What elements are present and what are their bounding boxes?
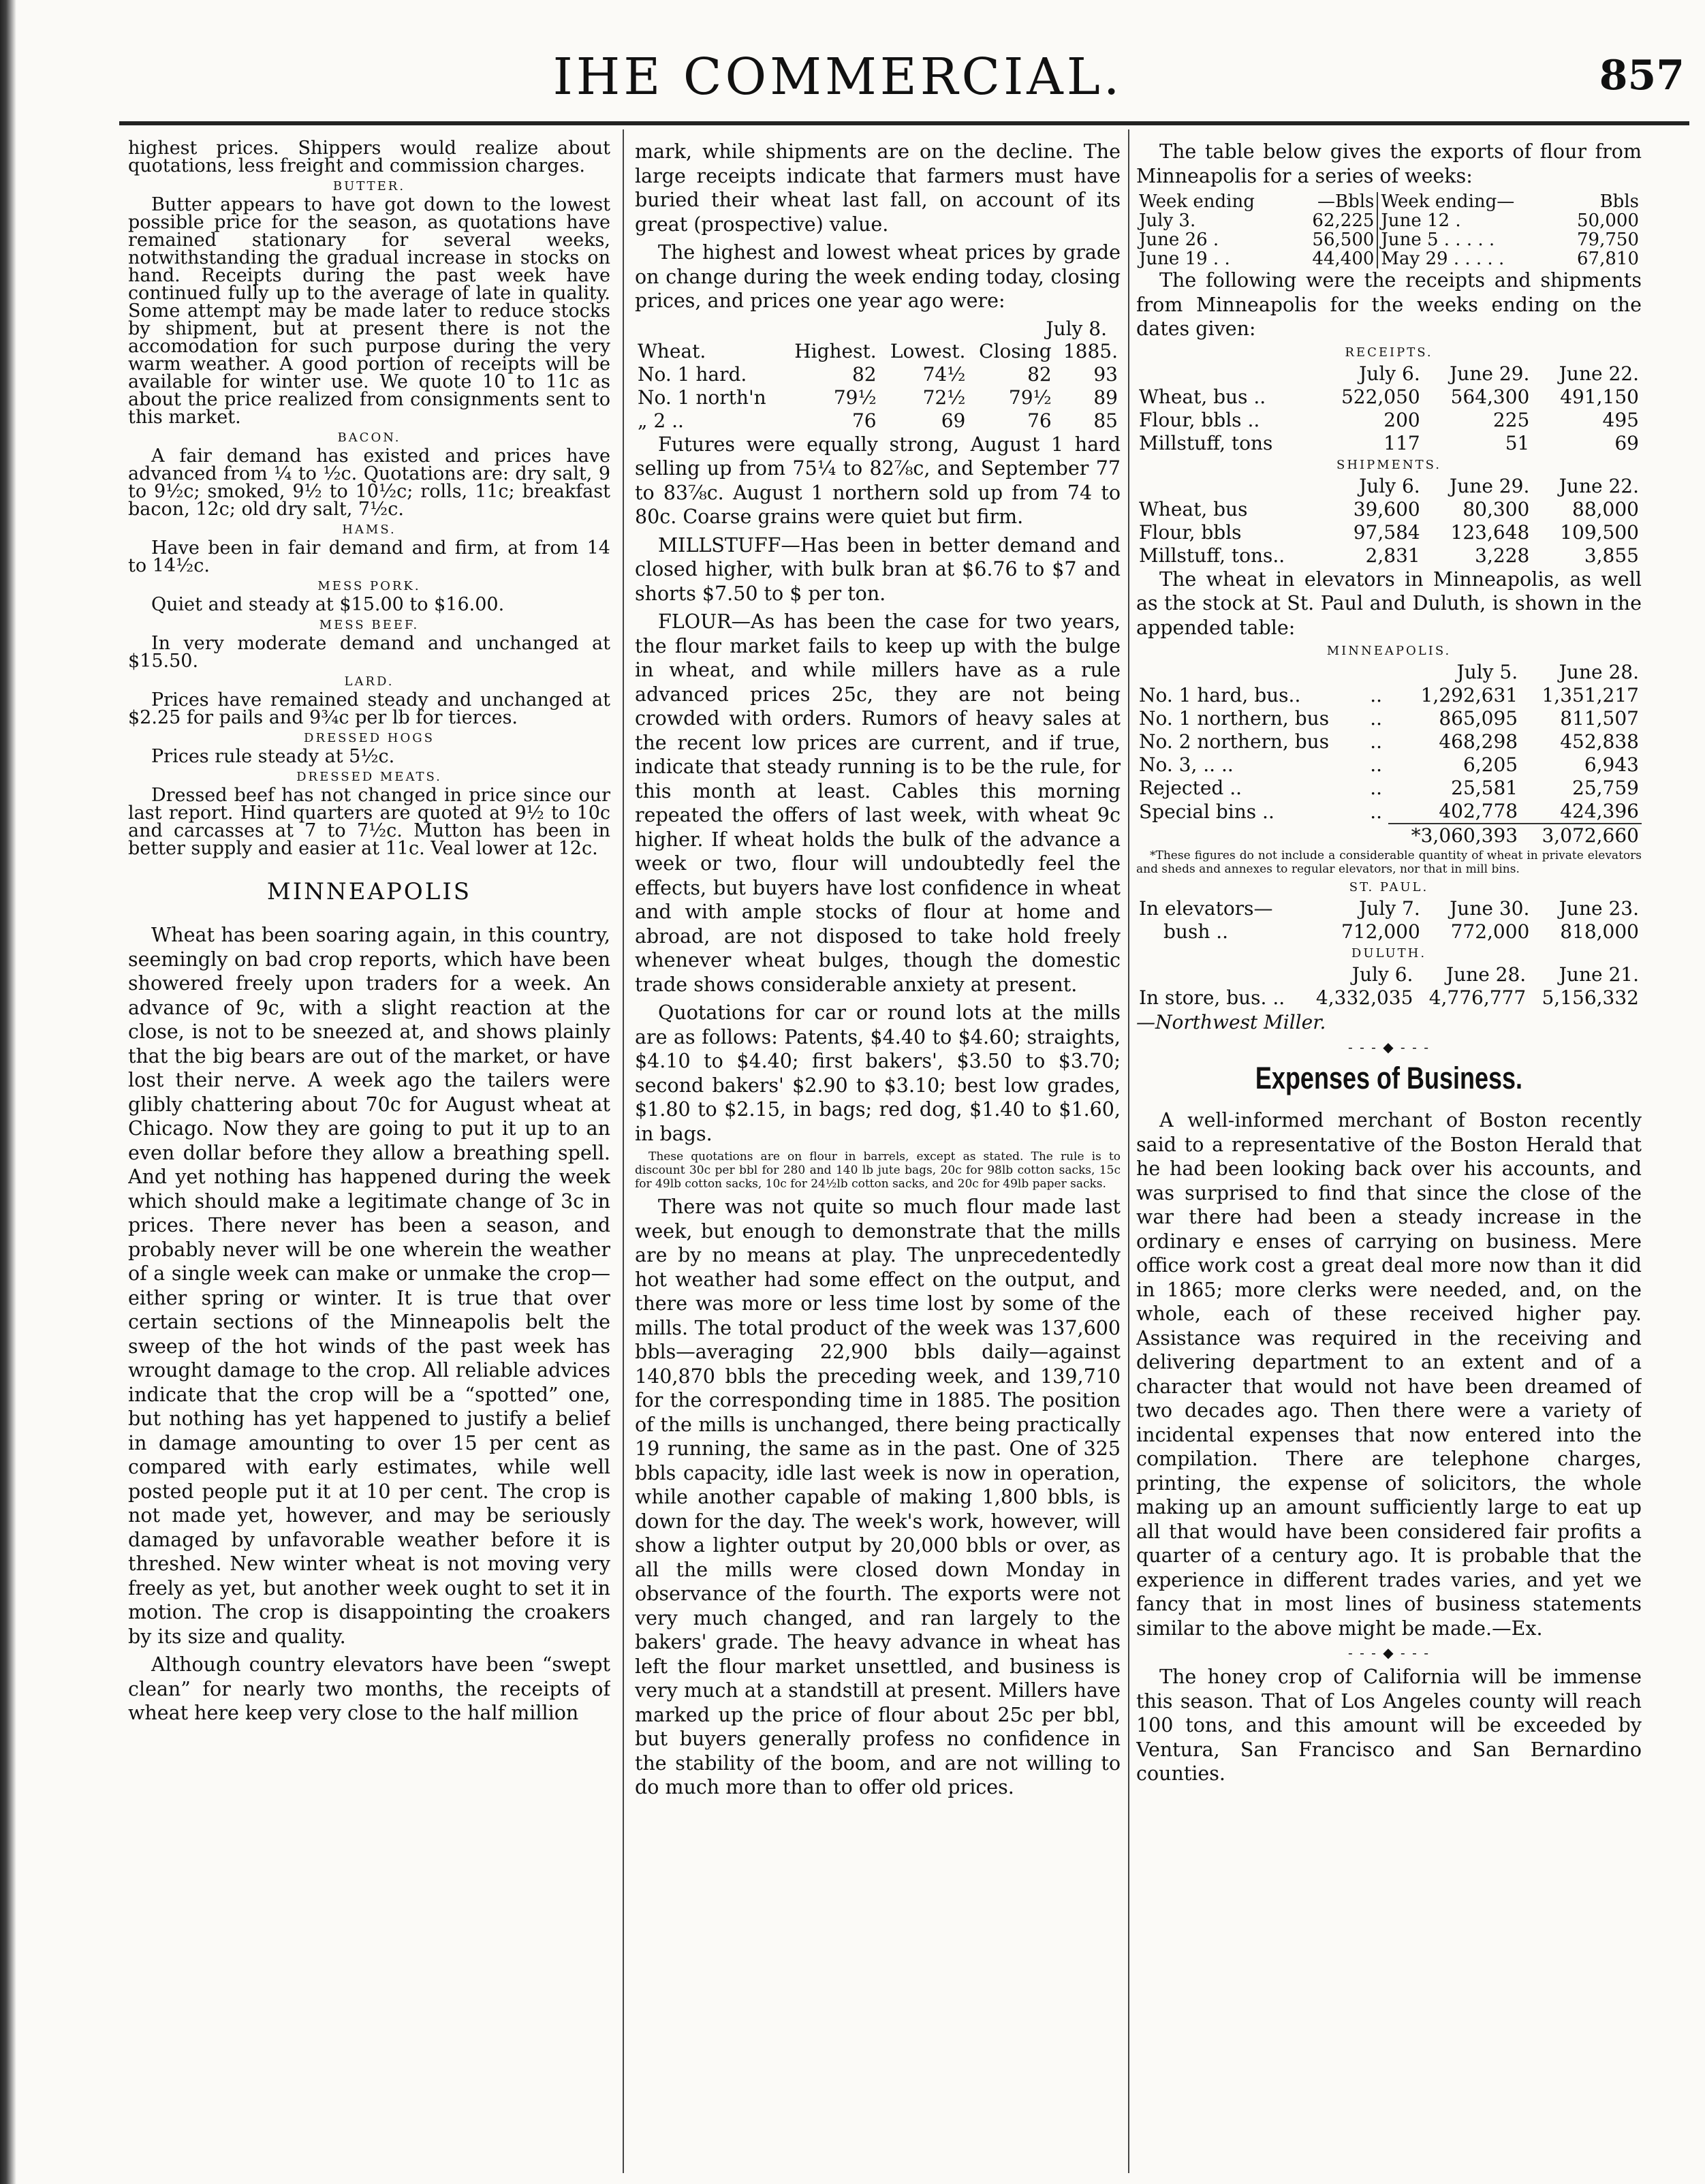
table-cell: June 5 . . . . . — [1377, 230, 1555, 249]
table-cell: .. — [1370, 684, 1383, 706]
paragraph: mark, while shipments are on the decline. The large receipts indicate that farmers must have buried their wheat last fall, on account of its great (prospective) value. — [635, 140, 1121, 236]
table-cell: *3,060,393 — [1388, 824, 1520, 847]
table-cell: June 29. — [1450, 362, 1530, 385]
table-cell: 85 — [1093, 409, 1118, 432]
table-cell: May 29 . . . . . — [1377, 249, 1555, 268]
table-cell: June 22. — [1559, 362, 1639, 385]
section-heading: DRESSED HOGS — [304, 731, 435, 745]
paragraph: The table below gives the exports of flour from Minneapolis for a series of weeks: — [1136, 140, 1642, 187]
paragraph: The honey crop of California will be immense this season. That of Los Angeles county will reach 100 tons, and this amount will be exceeded by Ventura, San Francisco and San Bernardino counties. — [1136, 1666, 1642, 1785]
table-cell: 865,095 — [1439, 707, 1518, 730]
table-cell: In elevators— — [1139, 897, 1273, 920]
table-cell: No. 2 northern, bus — [1139, 730, 1330, 753]
table-cell: 74½ — [922, 362, 966, 386]
table-cell: 80,300 — [1462, 497, 1530, 520]
table-total-row — [1136, 824, 1642, 847]
table-cell: In store, bus. .. — [1139, 986, 1285, 1009]
column-divider — [1128, 129, 1129, 2173]
table-cell: Millstuff, tons.. — [1139, 544, 1285, 567]
paragraph: The wheat in elevators in Minneapolis, as well as the stock at St. Paul and Duluth, is shown in the appended table: — [1136, 567, 1642, 639]
table-cell — [1367, 661, 1388, 684]
paragraph: The following were the receipts and shipments from Minneapolis for the weeks ending on the dates given: — [1136, 269, 1642, 340]
table-cell: 491,150 — [1560, 385, 1639, 408]
paragraph: There was not quite so much flour made last week, but enough to demonstrate that the mills are by no means at play. The unprecedentedly hot weather had some effect on the output, and there was more or less time lost by some of the mills. The total product of the week was 137,600 bbls—averaging 22,900 bbls daily—against 140,870 bbls the preceding week, and 139,710 for the corresponding time in 1885. The position of the mills is unchanged, there being practically 19 running, the same as in the past. One of 325 bbls capacity, idle last week is now in operation, while another capable of making 1,800 bbls, is down for the day. The week's work, however, will show a lighter output by 20,000 bbls or over, as all the mills were closed down Monday in observance of the fourth. The exports were not very much changed, and ran largely to the bakers' grade. The heavy advance in wheat has left the flour market unsettled, and business is very much at a standstill at present. Millers have marked up the price of flour about 25c per bbl, but buyers generally profess no confidence in the stability of the boom, and are not willing to do much more than to offer old prices. — [635, 1196, 1121, 1798]
section-heading: HAMS. — [342, 522, 396, 537]
table-cell: 76 — [1027, 409, 1052, 432]
table-cell: Week ending — [1139, 191, 1255, 212]
table-cell: 109,500 — [1560, 520, 1639, 544]
column-divider — [623, 129, 624, 2173]
table-cell: 79,750 — [1577, 230, 1639, 250]
table-cell: .. — [1370, 753, 1383, 776]
table-cell: June 26 . — [1139, 230, 1219, 250]
column-3 — [1136, 140, 1642, 2177]
shipments-table — [1136, 475, 1642, 567]
table-heading: MINNEAPOLIS. — [1326, 644, 1452, 658]
table-cell: 772,000 — [1450, 920, 1530, 943]
separator: - - - ◆ - - - — [1347, 1644, 1430, 1661]
table-cell: „ 2 .. — [638, 409, 684, 432]
table-cell: 79½ — [1008, 386, 1052, 409]
table-cell — [1136, 661, 1367, 684]
table-cell — [1136, 824, 1367, 847]
table-cell — [1136, 362, 1315, 386]
paragraph: Quiet and steady at $15.00 to $16.00. — [151, 594, 505, 615]
table-cell: .. — [1370, 800, 1383, 823]
table-cell — [1136, 475, 1330, 498]
footnote: *These figures do not include a considerable quantity of wheat in private elevators and sheds and annexes to regular elevators, nor that in mill bins. — [1136, 849, 1642, 876]
article-heading: MINNEAPOLIS — [266, 878, 472, 905]
table-cell: 51 — [1505, 431, 1530, 454]
source-credit: —Northwest Miller. — [1136, 1011, 1326, 1033]
table-cell: 67,810 — [1577, 249, 1639, 269]
duluth-table — [1136, 963, 1642, 1010]
table-cell: 1,351,217 — [1542, 684, 1639, 706]
table-row — [1136, 963, 1642, 986]
table-cell: 564,300 — [1450, 385, 1530, 408]
table-row — [635, 386, 1121, 409]
table-cell: 2,831 — [1365, 544, 1420, 567]
table-cell: 117 — [1383, 431, 1420, 454]
table-cell: Bbls — [1599, 191, 1639, 212]
table-cell: 468,298 — [1439, 730, 1518, 753]
paragraph: Futures were equally strong, August 1 hard selling up from 75¼ to 82⅞c, and September 77 to 83⅞c. August 1 northern sold up from 74 to 80c. Coarse grains were quiet but firm. — [635, 433, 1121, 528]
paragraph: The highest and lowest wheat prices by grade on change during the week ending today, closing prices, and prices one year ago were: — [635, 241, 1121, 312]
table-cell — [1136, 963, 1303, 986]
table-header-row — [1136, 475, 1642, 498]
table-cell: July 6. — [1359, 474, 1420, 497]
table-row — [1136, 707, 1642, 730]
table-cell: 82 — [851, 362, 877, 386]
table-cell: 3,072,660 — [1520, 824, 1642, 847]
table-row — [1136, 249, 1642, 268]
table-row — [1136, 986, 1642, 1010]
table-cell: Rejected .. — [1139, 777, 1242, 799]
table-heading: DULUTH. — [1351, 946, 1427, 961]
article-heading: Expenses of Business. — [1255, 1061, 1523, 1095]
table-cell: June 28. — [1559, 661, 1639, 683]
table-cell: No. 3, .. .. — [1139, 753, 1234, 776]
table-row — [1136, 897, 1642, 920]
wheat-price-table — [635, 340, 1121, 433]
table-cell: 39,600 — [1353, 497, 1420, 520]
table-cell: June 12 . — [1377, 211, 1555, 230]
paragraph: MILLSTUFF—Has been in better demand and closed higher, with bulk bran at $6.76 to $7 and shorts $7.50 to $ per ton. — [635, 533, 1121, 605]
table-row — [1136, 432, 1642, 455]
binding-edge — [0, 0, 16, 2184]
table-cell: June 19 . . — [1139, 249, 1230, 269]
paragraph: Quotations for car or round lots at the mills are as follows: Patents, $4.40 to $4.60; straights, $4.10 to $4.40; first bakers', $3.50 to $3.70; second bakers' $2.90 to $3.10; best low grades, $1.80 to $2.15, in bags; red dog, $1.40 to $1.60, in bags. — [635, 1001, 1121, 1145]
table-cell: 44,400 — [1312, 249, 1375, 269]
table-cell: July 7. — [1359, 897, 1420, 920]
table-cell: Wheat, bus — [1139, 497, 1248, 520]
masthead-title: IHE COMMERCIAL. — [552, 48, 1123, 106]
table-cell: July 5. — [1456, 661, 1518, 683]
table-heading: RECEIPTS. — [1345, 345, 1433, 360]
table-cell: .. — [1370, 707, 1383, 730]
section-heading: DRESSED MEATS. — [296, 770, 442, 784]
table-cell: 1,292,631 — [1420, 684, 1518, 706]
table-cell: No. 1 hard. — [638, 362, 747, 386]
table-cell: June 23. — [1559, 897, 1639, 920]
paragraph: highest prices. Shippers would realize about quotations, less freight and commission charges. — [128, 140, 610, 176]
table-row — [1136, 730, 1642, 753]
table-cell: 522,050 — [1341, 385, 1420, 408]
table-cell: June 21. — [1559, 963, 1639, 986]
section-heading: MESS PORK. — [317, 579, 421, 593]
paragraph: Have been in fair demand and firm, at from 14 to 14½c. — [128, 537, 610, 576]
table-header-row — [1136, 661, 1642, 684]
header-rule — [119, 121, 1689, 125]
table-cell: 3,855 — [1584, 544, 1639, 567]
table-cell: Special bins .. — [1139, 800, 1274, 823]
section-heading: BUTTER. — [332, 179, 406, 193]
table-cell: Wheat, bus .. — [1139, 385, 1266, 408]
table-cell: 495 — [1602, 408, 1639, 431]
table-row — [1136, 498, 1642, 521]
table-cell: .. — [1370, 777, 1383, 799]
table-row — [1136, 521, 1642, 544]
section-heading: MESS BEEF. — [319, 618, 420, 632]
paragraph: FLOUR—As has been the case for two years, the flour market fails to keep up with the bulge in wheat, and while millers have as a rule advanced prices 25c, they are not being crowded with orders. Rumors of heavy sales at the recent low prices are current, and if true, indicate that steady running is to be the rule, for this month at least. Cables this morning repeated the offers of last week, with wheat 9c higher. If wheat holds the bulk of the advance a week or two, flour will undoubtedly feel the effects, but buyers have lost confidence in wheat and with ample stocks of flour at home and abroad, are not disposed to take hold freely whenever wheat bulges, though the domestic trade shows considerable anxiety at present. — [635, 610, 1121, 996]
paragraph: Although country elevators have been “swept clean” for nearly two months, the receipts of wheat here keep very close to the half million — [128, 1653, 610, 1724]
footnote: These quotations are on flour in barrels, except as stated. The rule is to discount 30c per bbl for 280 and 140 lb jute bags, 20c for 98lb cotton sacks, 15c for 49lb cotton sacks, 10c for 24½lb cotton sacks, and 20c for 49lb paper sacks. — [635, 1150, 1121, 1191]
table-cell: Closing — [979, 339, 1052, 362]
table-cell: 88,000 — [1572, 497, 1639, 520]
table-cell: —Bbls — [1317, 191, 1375, 212]
table-cell: 76 — [851, 409, 877, 432]
table-heading: ST. PAUL. — [1349, 880, 1429, 894]
paragraph: Butter appears to have got down to the lowest possible price for the season, as quotations have remained stationary for several weeks, notwithstanding the gradual increase in stocks on hand. Receipts during the past week have continued fully up to the average of late in quality. Some attempt may be made later to reduce stocks by shipment, but at present there is not the accomodation for such purpose during the very warm weather. A good portion of receipts will be available for winter use. We quote 10 to 11c as about the price realized from consignments sent to this market. — [128, 194, 610, 428]
table-row — [1136, 409, 1642, 432]
table-cell: 123,648 — [1450, 520, 1530, 544]
table-cell: 225 — [1492, 408, 1530, 431]
table-cell: No. 1 hard, bus.. — [1139, 684, 1301, 706]
minneapolis-elevator-table — [1136, 661, 1642, 847]
table-row — [1136, 920, 1642, 943]
table-row — [635, 409, 1121, 433]
table-cell: 6,943 — [1584, 753, 1639, 776]
table-cell: 82 — [1027, 362, 1052, 386]
flour-exports-table — [1136, 192, 1642, 268]
paragraph: In very moderate demand and unchanged at $15.50. — [128, 633, 610, 672]
table-cell: 4,776,777 — [1428, 986, 1527, 1009]
table-cell: June 29. — [1450, 474, 1530, 497]
table-cell: June 28. — [1445, 963, 1527, 986]
table-row — [1136, 777, 1642, 800]
table-row — [635, 363, 1121, 386]
table-cell: 25,581 — [1451, 777, 1518, 799]
paragraph: A fair demand has existed and prices have advanced from ¼ to ½c. Quotations are: dry salt, 9 to 9½c; smoked, 9½ to 10½c; rolls, 11c; breakfast bacon, 12c; old dry salt, 7½c. — [128, 446, 610, 520]
table-cell: 4,332,035 — [1315, 986, 1413, 1009]
table-cell: Highest. — [794, 339, 877, 362]
table-cell: 56,500 — [1312, 230, 1375, 250]
receipts-table — [1136, 362, 1642, 455]
paragraph: Wheat has been soaring again, in this country, seemingly on bad crop reports, which have been showered freely upon traders for a week. An advance of 9c, with a slight reaction at the close, is not to be sneezed at, and shows plainly that the big bears are out of the market, or have lost their nerve. A week ago the tailers were glibly chattering about 70c for August wheat at Chicago. Now they are going to put it up to an even dollar before they allow a breathing spell. And yet nothing has happened during the week which should make a legitimate change of 3c in prices. There never has been a season, and probably never will be one wherein the weather of a single week can make or unmake the crop—either spring or winter. It is true that over certain sections of the Minneapolis belt the sweep of the hot winds of the past week has wrought damage to the crop. All reliable advices indicate that the crop will be a “spotted” one, but nothing has yet happened to justify a belief in damage amounting to over 15 per cent as compared with early estimates, while well posted people put it at 10 per cent. The crop is not made yet, however, and may be seriously damaged by unfavorable weather before it is threshed. New winter wheat is not moving very freely as yet, but another week ought to set it in motion. The crop is disappointing the croakers by its size and quality. — [128, 924, 610, 1648]
table-header-row — [1136, 192, 1642, 211]
table-row — [1136, 753, 1642, 777]
table-cell: Week ending— — [1377, 192, 1555, 211]
paragraph: A well-informed merchant of Boston recently said to a representative of the Boston Herald that he had been looking back over his accounts, and was surprised to find that since the close of the war there had been a steady increase in the ordinary e enses of carrying on business. Mere office work cost a great deal more now than it did in 1865; more clerks were needed, and, on the whole, each of these received higher pay. Assistance was required in the receiving and delivering department to an extent and of a character that would not have been dreamed of two decades ago. Then there were a variety of incidental expenses that now entered into the compilation. There are telephone charges, printing, the expense of solicitors, the whole making up an amount sufficiently large to eat up all that would have been considered fair profits a quarter of a century ago. It is probable that the experience in different trades varies, and yet we fancy that in most lines of business statements similar to the above might be made.—Ex. — [1136, 1109, 1642, 1640]
table-row — [1136, 230, 1642, 249]
separator: - - - ◆ - - - — [1347, 1039, 1430, 1055]
table-header-row — [1136, 362, 1642, 386]
table-row — [1136, 800, 1642, 824]
paragraph: Dressed beef has not changed in price since our last report. Hind quarters are quoted at 9½ to 10c and carcasses at 7 to 7½c. Mutton has been in better supply and easier at 11c. Veal lower at 12c. — [128, 785, 610, 859]
table-cell: .. — [1370, 730, 1383, 753]
table-cell: 818,000 — [1560, 920, 1639, 943]
table-cell: July 3. — [1139, 210, 1196, 231]
page-number: 857 — [1599, 52, 1685, 99]
table-cell: July 6. — [1359, 362, 1420, 385]
section-heading: LARD. — [344, 674, 394, 689]
table-cell: 25,759 — [1572, 777, 1639, 799]
table-cell: 50,000 — [1577, 210, 1639, 231]
table-cell: 1885. — [1063, 339, 1118, 362]
table-cell: bush .. — [1163, 920, 1229, 943]
table-cell: No. 1 northern, bus — [1139, 707, 1330, 730]
paragraph: Prices rule steady at 5½c. — [151, 746, 395, 767]
table-cell: 69 — [1614, 431, 1639, 454]
table-cell: June 22. — [1559, 474, 1639, 497]
table-cell: 72½ — [922, 386, 966, 409]
table-cell: Flour, bbls .. — [1139, 408, 1260, 431]
table-cell: 69 — [941, 409, 966, 432]
table-cell: 3,228 — [1475, 544, 1530, 567]
table-cell: 97,584 — [1353, 520, 1420, 544]
table-row — [1136, 684, 1642, 707]
table-cell — [1367, 824, 1388, 847]
table-cell: 712,000 — [1341, 920, 1420, 943]
table-row — [1136, 544, 1642, 567]
column-1 — [128, 140, 610, 2177]
table-cell: 62,225 — [1312, 210, 1375, 231]
table-cell: 424,396 — [1560, 800, 1639, 822]
price-table-date: July 8. — [1046, 317, 1107, 340]
table-header-row — [635, 340, 1121, 363]
table-cell: July 6. — [1351, 963, 1413, 986]
table-cell: Wheat. — [638, 339, 706, 362]
table-cell: 5,156,332 — [1542, 986, 1639, 1009]
table-cell: 79½ — [833, 386, 877, 409]
table-row — [1136, 211, 1642, 230]
table-cell: Flour, bbls — [1139, 520, 1242, 544]
table-cell: 89 — [1093, 386, 1118, 409]
table-cell: 811,507 — [1560, 707, 1639, 730]
column-2 — [635, 140, 1121, 2177]
paragraph: Prices have remained steady and unchanged at $2.25 for pails and 9¾c per lb for tierces. — [128, 689, 610, 728]
table-cell: 452,838 — [1560, 730, 1639, 753]
table-cell: 200 — [1383, 408, 1420, 431]
table-cell: No. 1 north'n — [638, 386, 766, 409]
table-row — [1136, 386, 1642, 409]
table-cell: 402,778 — [1439, 800, 1518, 822]
table-cell: June 30. — [1450, 897, 1530, 920]
table-cell: 6,205 — [1462, 753, 1518, 776]
table-cell: Millstuff, tons — [1139, 431, 1273, 454]
table-cell: Lowest. — [890, 339, 966, 362]
table-heading: SHIPMENTS. — [1336, 457, 1441, 472]
table-cell: 93 — [1093, 362, 1118, 386]
section-heading: BACON. — [337, 431, 401, 445]
st-paul-table — [1136, 897, 1642, 943]
